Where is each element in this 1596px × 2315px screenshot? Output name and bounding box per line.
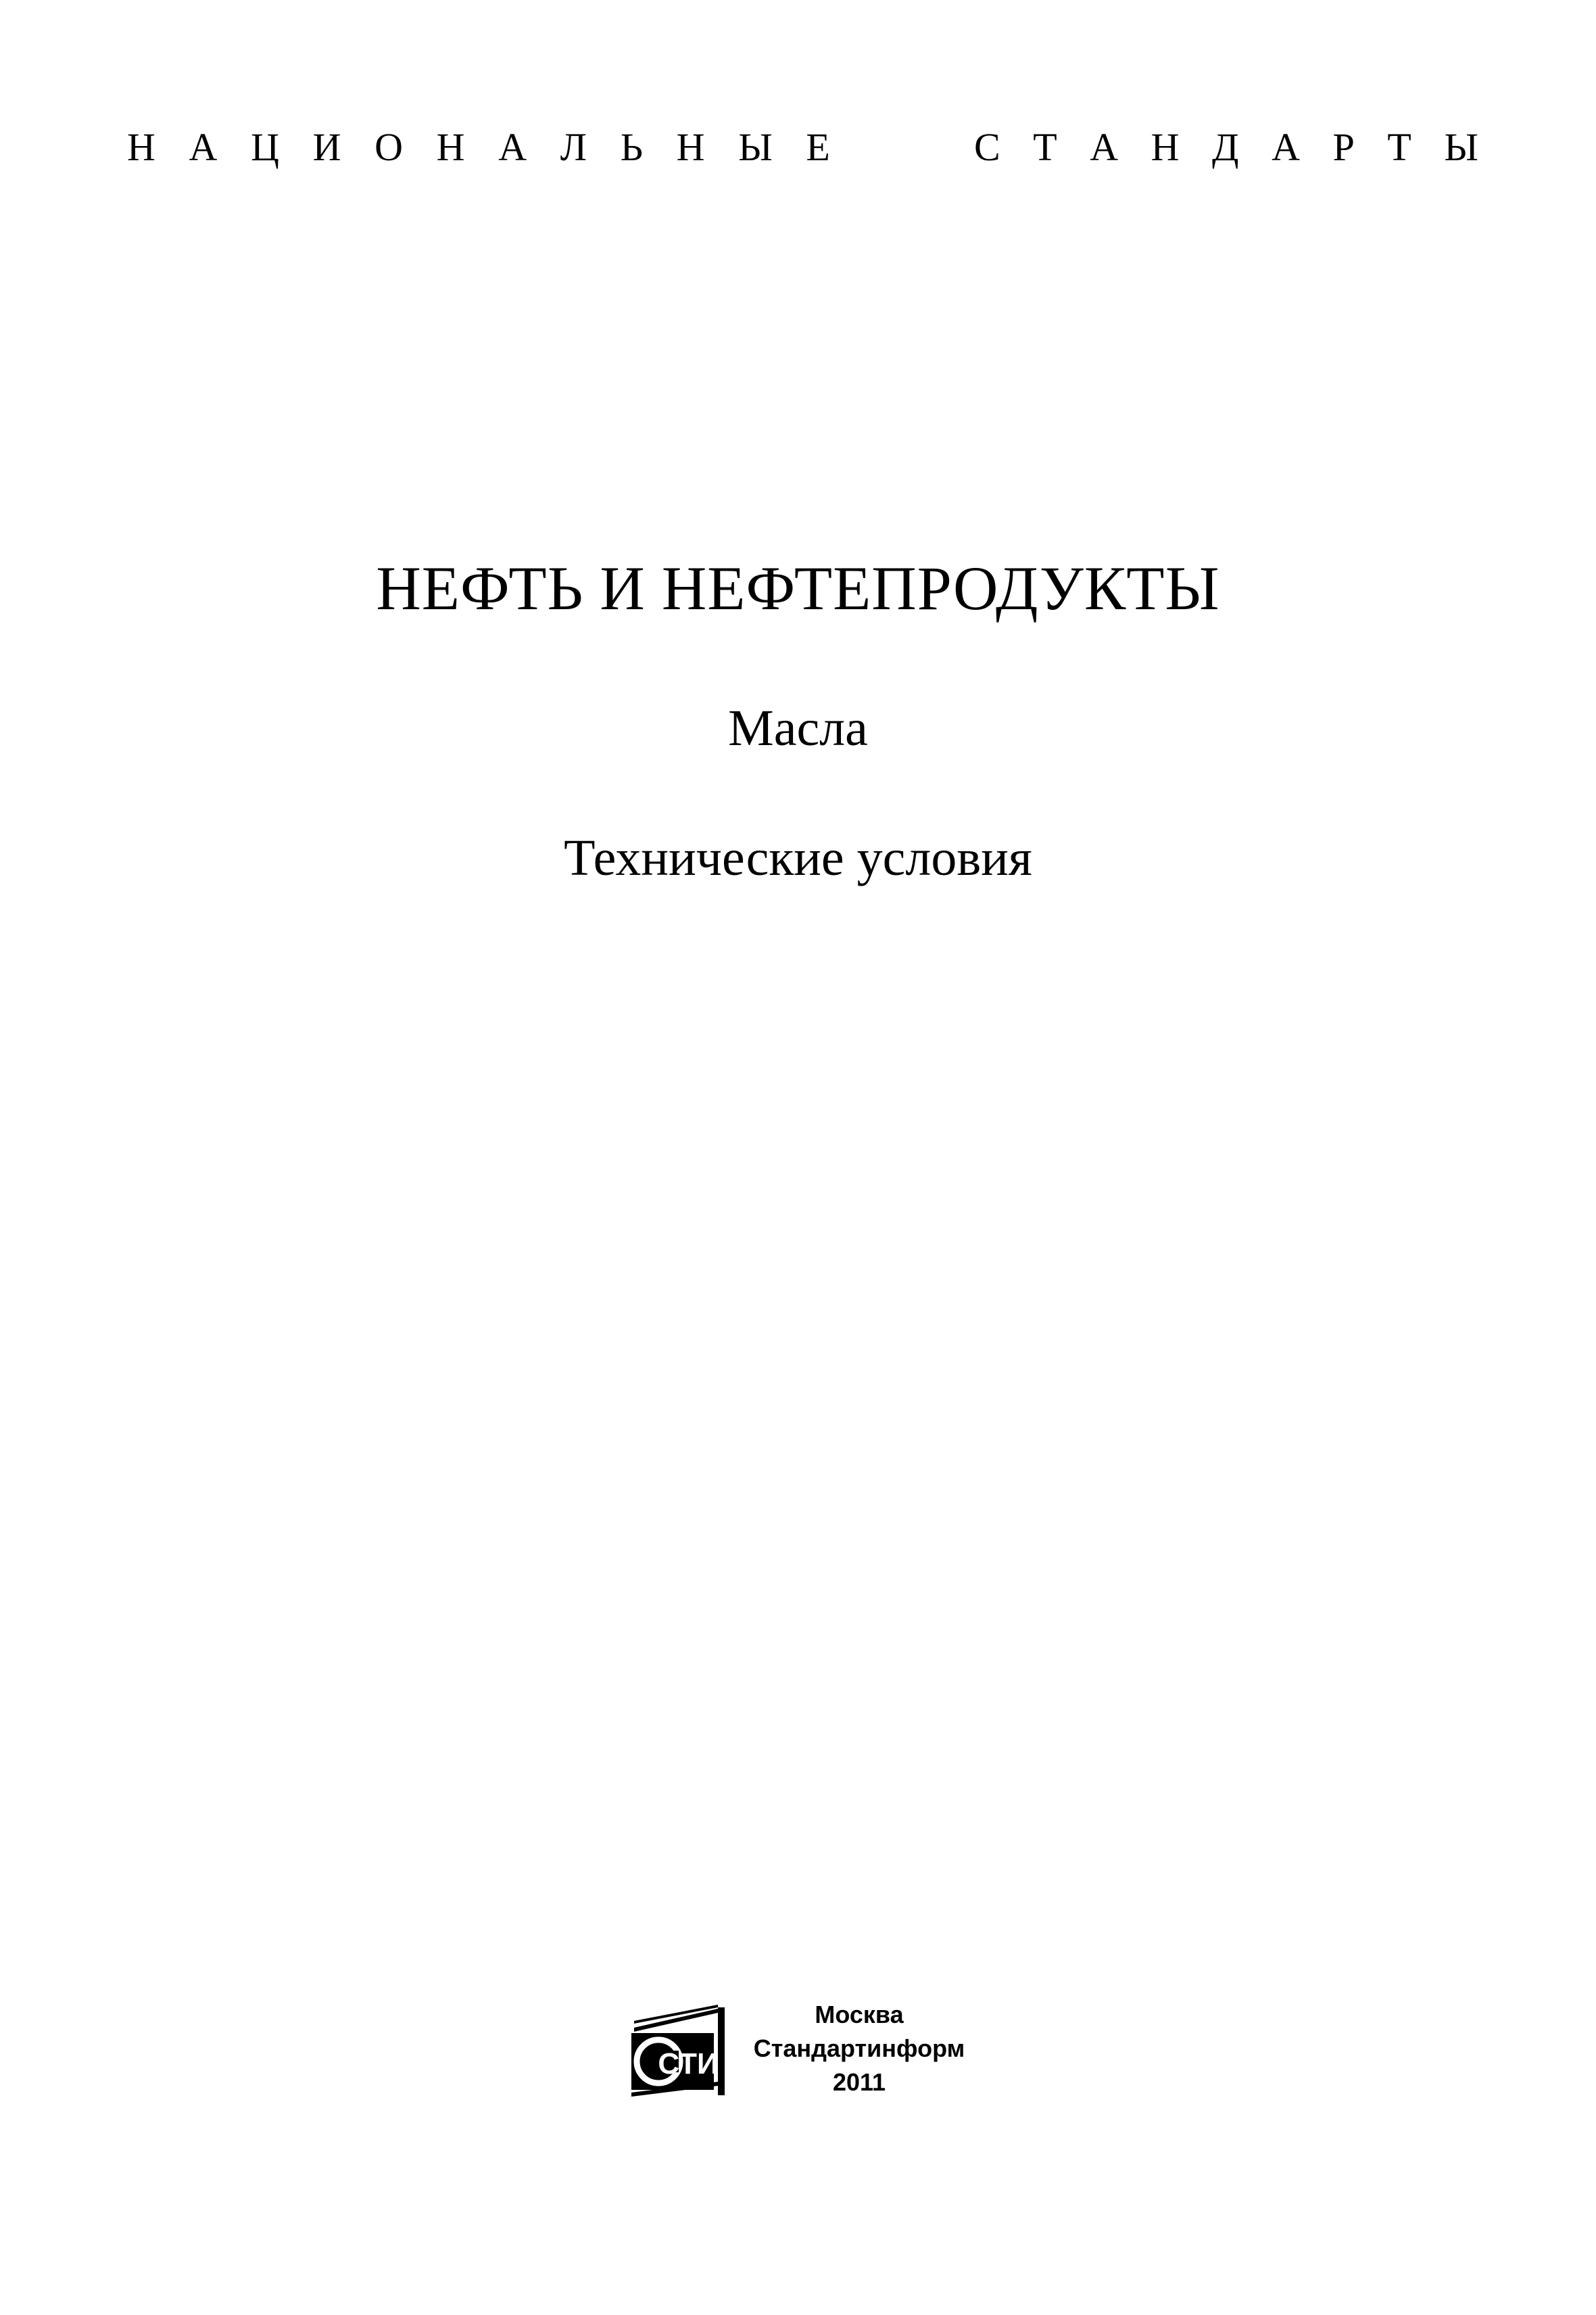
series-word-nacionalnye	[127, 125, 830, 169]
series-letter: Н	[436, 125, 465, 169]
series-letter: И	[312, 125, 341, 169]
series-letter: Р	[1332, 125, 1355, 169]
series-letter: Н	[127, 125, 155, 169]
publisher-block	[626, 1998, 977, 2113]
series-letter: Ы	[738, 125, 773, 169]
series-letter: С	[974, 125, 1000, 169]
series-letter: Т	[1033, 125, 1057, 169]
series-letter: Д	[1212, 125, 1239, 169]
standartinform-logo-icon	[626, 2003, 727, 2097]
publisher-city: Москва	[815, 2001, 904, 2028]
series-heading	[127, 120, 1478, 174]
series-letter: О	[374, 125, 404, 169]
series-letter: А	[1090, 125, 1119, 169]
document-title: НЕФТЬ И НЕФТЕПРОДУКТЫ	[376, 554, 1220, 623]
series-letter: Ы	[1444, 125, 1478, 169]
series-letter: А	[1272, 125, 1301, 169]
series-letter: Н	[676, 125, 705, 169]
series-letter: А	[498, 125, 527, 169]
series-letter: Е	[806, 125, 830, 169]
series-letter: Н	[1151, 125, 1180, 169]
series-letter: А	[189, 125, 218, 169]
series-letter: Т	[1387, 125, 1411, 169]
series-letter: Ь	[620, 125, 644, 169]
logo-lettering: СТИ	[658, 2047, 719, 2080]
document-subtitle-secondary: Технические условия	[564, 830, 1032, 886]
series-letter: Л	[560, 125, 587, 169]
document-subtitle: Масла	[728, 700, 868, 757]
publisher-text	[741, 1998, 977, 2099]
publisher-year: 2011	[832, 2068, 886, 2096]
series-word-standarty	[974, 125, 1478, 169]
series-letter: Ц	[251, 125, 279, 169]
publisher-name: Стандартинформ	[753, 2034, 965, 2062]
